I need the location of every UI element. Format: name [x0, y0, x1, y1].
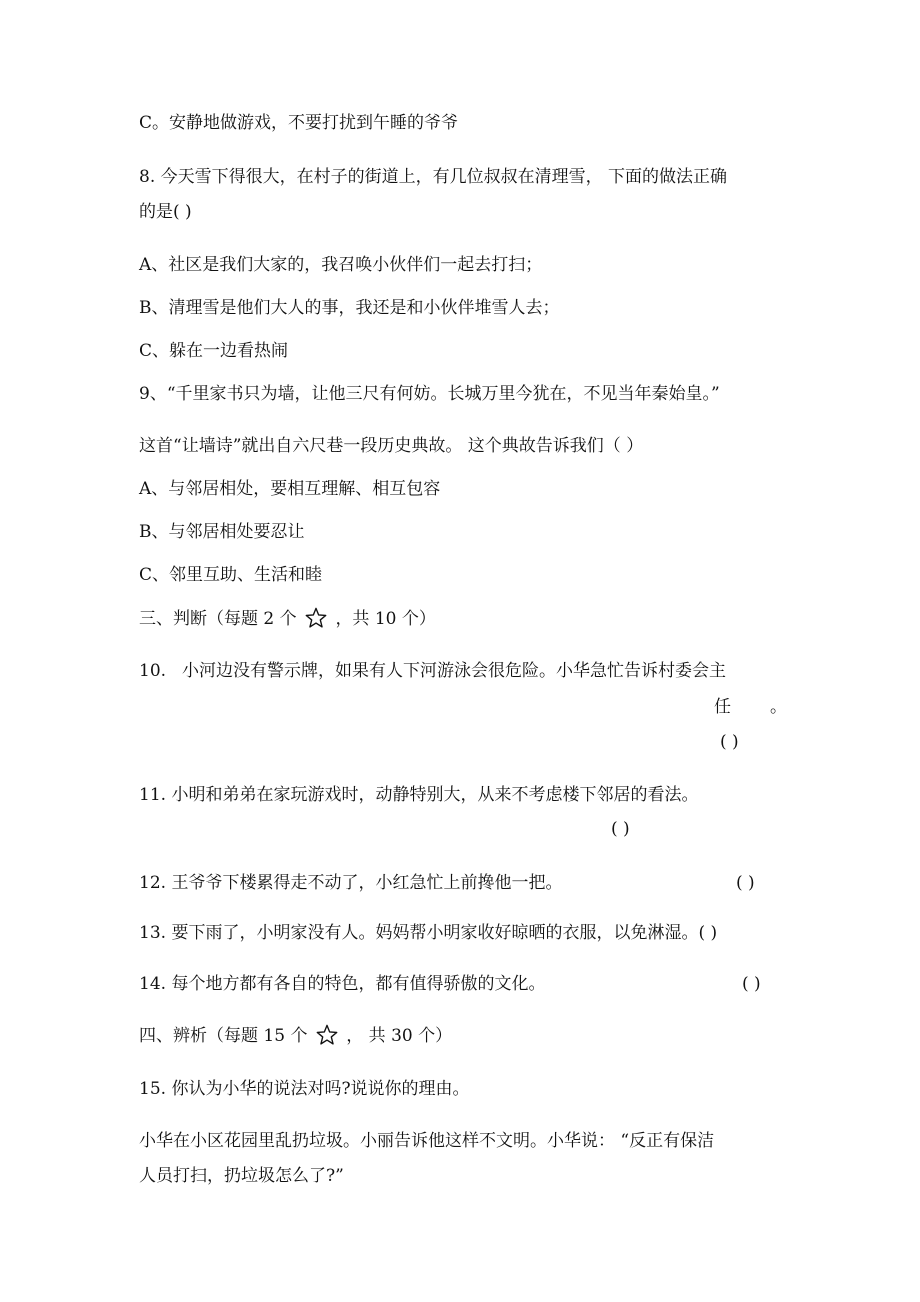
q8-text-line1: 8. 今天雪下得很大，在村子的街道上，有几位叔叔在清理雪， 下面的做法正确 — [139, 167, 728, 187]
q9-option-a: A、与邻居相处，要相互理解、相互包容 — [139, 479, 441, 499]
q10-number: 10. — [139, 661, 167, 681]
q7-option-c: C。安静地做游戏，不要打扰到午睡的爷爷 — [139, 113, 459, 133]
section3-heading-suffix: ，共 10 个） — [335, 609, 436, 629]
section3-heading-text: 三、判断（每题 2 个 — [139, 609, 297, 629]
q13-text: 13. 要下雨了，小明家没有人。妈妈帮小明家收好晾晒的衣服，以免淋湿。( ) — [139, 923, 718, 943]
q9-option-c: C、邻里互助、生活和睦 — [139, 565, 323, 585]
q8-option-b: B、清理雪是他们大人的事，我还是和小伙伴堆雪人去； — [139, 298, 560, 318]
star-outline-icon — [316, 1024, 338, 1046]
q10-answer-paren: ( ) — [720, 732, 739, 752]
section3-heading — [139, 607, 436, 630]
section4-heading — [139, 1024, 452, 1047]
q12-text: 12. 王爷爷下楼累得走不动了，小红急忙上前搀他一把。 — [139, 873, 563, 893]
q10-wrap-char: 任 — [714, 697, 731, 717]
section4-heading-suffix: ， 共 30 个） — [346, 1026, 453, 1046]
q15-text: 15. 你认为小华的说法对吗?说说你的理由。 — [139, 1079, 470, 1099]
q8-option-a: A、社区是我们大家的，我召唤小伙伴们一起去打扫； — [139, 255, 543, 275]
q9-text-line1: 9、“千里家书只为墙，让他三尺有何妨。长城万里今犹在，不见当年秦始皇。” — [139, 384, 720, 404]
q14-text: 14. 每个地方都有各自的特色，都有值得骄傲的文化。 — [139, 974, 546, 994]
q12-answer-paren: ( ) — [736, 873, 755, 893]
q10-text: 小河边没有警示牌，如果有人下河游泳会很危险。小华急忙告诉村委会主 — [182, 661, 726, 681]
q8-option-c: C、躲在一边看热闹 — [139, 341, 289, 361]
q15-story-line2: 人员打扫，扔垃圾怎么了?” — [139, 1166, 344, 1186]
q9-option-b: B、与邻居相处要忍让 — [139, 522, 305, 542]
section4-heading-text: 四、辨析（每题 15 个 — [139, 1026, 308, 1046]
q15-story-line1: 小华在小区花园里乱扔垃圾。小丽告诉他这样不文明。小华说： “反正有保洁 — [139, 1131, 715, 1151]
q14-answer-paren: ( ) — [742, 974, 761, 994]
q11-text: 11. 小明和弟弟在家玩游戏时，动静特别大，从来不考虑楼下邻居的看法。 — [139, 785, 699, 805]
q9-text-line2: 这首“让墙诗”就出自六尺巷一段历史典故。 这个典故告诉我们（ ） — [139, 436, 644, 456]
q10-wrap-end: 。 — [770, 697, 787, 717]
q11-answer-paren: ( ) — [611, 819, 630, 839]
star-outline-icon — [305, 607, 327, 629]
q8-text-line2: 的是( ) — [139, 202, 192, 222]
